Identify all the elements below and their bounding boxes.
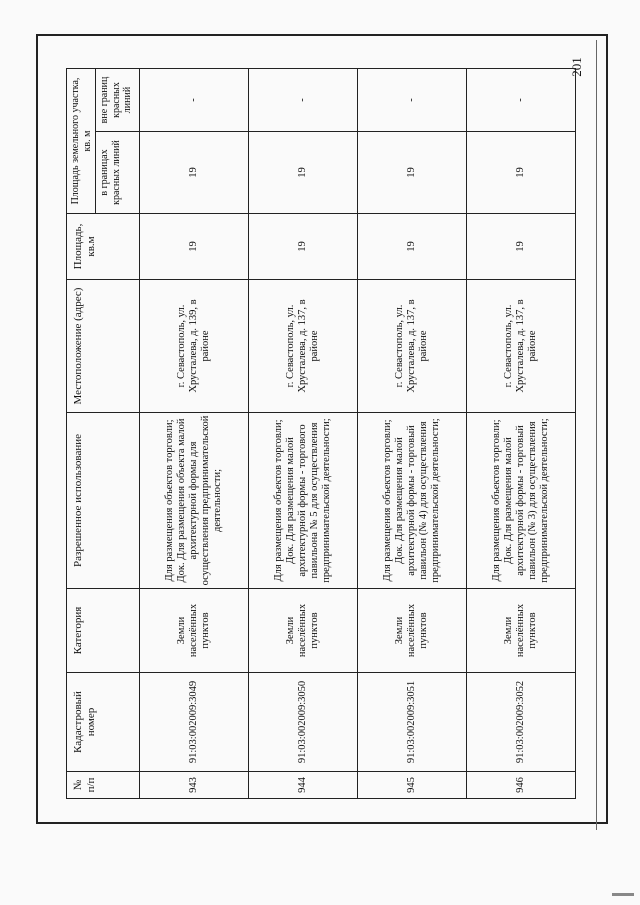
cell-inside: 19 [140, 132, 249, 214]
cell-cadastral: 91:03:002009:3051 [358, 673, 467, 772]
cell-area: 19 [467, 214, 576, 280]
header-use: Разрешенное использование [67, 413, 140, 589]
cell-category: Земли населённых пунктов [140, 589, 249, 673]
cell-category: Земли населённых пунктов [467, 589, 576, 673]
header-area: Площадь, кв.м [67, 214, 140, 280]
cell-use: Для размещения объектов торговли; Док. Для размещения малой архитектурной формы - торгового павильона № 5 для осуществления предпринимательской деятельности; [249, 413, 358, 589]
header-cadastral: Кадастровый номер [67, 673, 140, 772]
cell-location: г. Севастополь, ул. Хрусталева, д. 137, в районе [358, 280, 467, 413]
cell-outside: - [467, 69, 576, 132]
land-plots-table [66, 68, 576, 799]
rotated-table-canvas [66, 69, 575, 799]
table-row [140, 69, 249, 799]
table-row [249, 69, 358, 799]
cell-use: Для размещения объектов торговли; Док. Для размещения малой архитектурной формы - торговый павильон (№ 3) для осуществления предпринимательской деятельности; [467, 413, 576, 589]
cell-outside: - [249, 69, 358, 132]
cell-cadastral: 91:03:002009:3052 [467, 673, 576, 772]
table-row [358, 69, 467, 799]
cell-location: г. Севастополь, ул. Хрусталева, д. 139, в районе [140, 280, 249, 413]
cell-cadastral: 91:03:002009:3049 [140, 673, 249, 772]
cell-num: 945 [358, 772, 467, 799]
header-outside-red-lines: вне границ красных линий [96, 69, 140, 132]
header-location: Местоположение (адрес) [67, 280, 140, 413]
page-number: 201 [569, 57, 584, 77]
cell-category: Земли населённых пунктов [358, 589, 467, 673]
cell-outside: - [358, 69, 467, 132]
frame-rule [596, 40, 597, 830]
cell-category: Земли населённых пунктов [249, 589, 358, 673]
header-land-area: Площадь земельного участка, кв. м [67, 69, 96, 214]
cell-use: Для размещения объектов торговли; Док. Для размещения объекта малой архитектурной формы для осуществления предпринимательской деятельности; [140, 413, 249, 589]
cell-num: 943 [140, 772, 249, 799]
cell-location: г. Севастополь, ул. Хрусталева, д. 137, в районе [249, 280, 358, 413]
cell-inside: 19 [467, 132, 576, 214]
cell-inside: 19 [249, 132, 358, 214]
header-row [67, 69, 96, 799]
cell-num: 946 [467, 772, 576, 799]
cell-cadastral: 91:03:002009:3050 [249, 673, 358, 772]
cell-use: Для размещения объектов торговли; Док. Для размещения малой архитектурной формы - торговый павильон (№ 4) для осуществления предпринимательской деятельности; [358, 413, 467, 589]
header-inside-red-lines: в границах красных линий [96, 132, 140, 214]
cell-area: 19 [249, 214, 358, 280]
scan-mark [612, 893, 634, 896]
cell-num: 944 [249, 772, 358, 799]
header-category: Категория [67, 589, 140, 673]
cell-area: 19 [358, 214, 467, 280]
cell-location: г. Севастополь, ул. Хрусталева, д. 137, в районе [467, 280, 576, 413]
cell-inside: 19 [358, 132, 467, 214]
cell-area: 19 [140, 214, 249, 280]
table-row [467, 69, 576, 799]
cell-outside: - [140, 69, 249, 132]
header-num: № п/п [67, 772, 140, 799]
